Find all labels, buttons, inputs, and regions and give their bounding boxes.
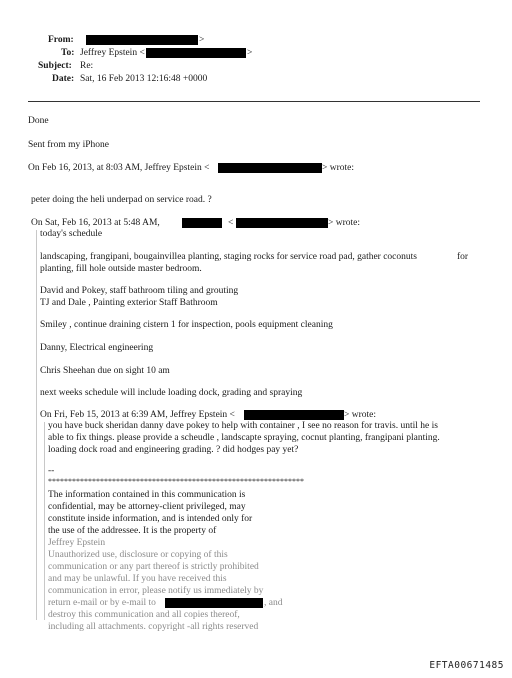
disclaimer-line: The information contained in this communication is bbox=[48, 490, 246, 500]
quote3-suffix: > wrote: bbox=[344, 410, 377, 420]
schedule-line: Smiley , continue draining cistern 1 for inspection, pools equipment cleaning bbox=[40, 320, 333, 330]
to-close: > bbox=[247, 48, 253, 58]
redaction-quote2-email bbox=[236, 218, 328, 228]
date-label: Date: bbox=[52, 74, 75, 84]
quote-bar-inner bbox=[44, 422, 45, 620]
redaction-from bbox=[86, 35, 198, 45]
message3-line: loading dock road and engineering grading. ? did hodges pay yet? bbox=[48, 445, 299, 455]
quote3-header: On Fri, Feb 15, 2013 at 6:39 AM, Jeffrey Epstein < bbox=[40, 410, 235, 420]
from-label: From: bbox=[48, 35, 74, 45]
schedule-line: for bbox=[457, 252, 469, 262]
redaction-quote1-email bbox=[218, 163, 322, 173]
message3-line: you have buck sheridan danny dave pokey to help with container , I see no reason for travis. until he is bbox=[48, 421, 438, 431]
quote2-lt: < bbox=[228, 218, 234, 228]
quote1-header: On Feb 16, 2013, at 8:03 AM, Jeffrey Epstein < bbox=[28, 163, 210, 173]
disclaimer-grey-line: communication in error, please notify us immediately by bbox=[48, 586, 264, 596]
to-value: Jeffrey Epstein < bbox=[80, 48, 145, 58]
subject-label: Subject: bbox=[38, 61, 72, 71]
redaction-quote2-name bbox=[182, 218, 222, 228]
message3-line: able to fix things. please provide a scheudle , landscapte spraying, cocnut planting, frangipani planting. bbox=[48, 433, 440, 443]
schedule-title: today's schedule bbox=[40, 229, 103, 239]
signature-stars: **************************************************************** bbox=[48, 477, 304, 486]
redaction-to bbox=[146, 48, 246, 58]
schedule-line: next weeks schedule will include loading dock, grading and spraying bbox=[40, 388, 303, 398]
quote1-suffix: > wrote: bbox=[322, 163, 355, 173]
quote-bar-outer bbox=[36, 230, 37, 620]
disclaimer-line: constitute inside information, and is intended only for bbox=[48, 514, 253, 524]
quote2-header: On Sat, Feb 16, 2013 at 5:48 AM, bbox=[31, 218, 160, 228]
document-id: EFTA00671485 bbox=[429, 660, 504, 671]
disclaimer-line: confidential, may be attorney-client privileged, may bbox=[48, 502, 246, 512]
schedule-line: David and Pokey, staff bathroom tiling and grouting bbox=[40, 286, 239, 296]
to-label: To: bbox=[61, 48, 75, 58]
quote2-suffix: > wrote: bbox=[328, 218, 361, 228]
line-done: Done bbox=[28, 116, 49, 126]
schedule-line: planting, fill hole outside master bedroom. bbox=[40, 264, 202, 274]
header-divider bbox=[28, 101, 480, 102]
disclaimer-line: the use of the addressee. It is the property of bbox=[48, 526, 217, 536]
subject-value: Re: bbox=[80, 61, 94, 71]
disclaimer-grey-line: including all attachments. copyright -all rights reserved bbox=[48, 622, 259, 632]
schedule-line: landscaping, frangipani, bougainvillea planting, staging rocks for service road pad, gather coconuts bbox=[40, 252, 417, 262]
signature-dash: -- bbox=[48, 466, 55, 476]
disclaimer-grey-line: return e-mail or by e-mail to bbox=[48, 598, 156, 608]
disclaimer-grey-line: and may be unlawful. If you have received this bbox=[48, 574, 227, 584]
redaction-disclaimer-email bbox=[165, 598, 263, 608]
disclaimer-grey-line: , and bbox=[264, 598, 283, 608]
line-peter: peter doing the heli underpad on service road. ? bbox=[31, 195, 212, 205]
disclaimer-grey-line: destroy this communication and all copies thereof, bbox=[48, 610, 240, 620]
schedule-line: TJ and Dale , Painting exterior Staff Bathroom bbox=[40, 298, 218, 308]
from-close: > bbox=[199, 35, 205, 45]
line-sent: Sent from my iPhone bbox=[28, 140, 110, 150]
date-value: Sat, 16 Feb 2013 12:16:48 +0000 bbox=[80, 74, 208, 84]
disclaimer-grey-line: communication or any part thereof is strictly prohibited bbox=[48, 562, 259, 572]
schedule-line: Chris Sheehan due on sight 10 am bbox=[40, 366, 170, 376]
redaction-quote3-email bbox=[244, 410, 344, 420]
disclaimer-grey-line: Jeffrey Epstein bbox=[48, 538, 106, 548]
disclaimer-grey-line: Unauthorized use, disclosure or copying of this bbox=[48, 550, 228, 560]
schedule-line: Danny, Electrical engineering bbox=[40, 343, 154, 353]
